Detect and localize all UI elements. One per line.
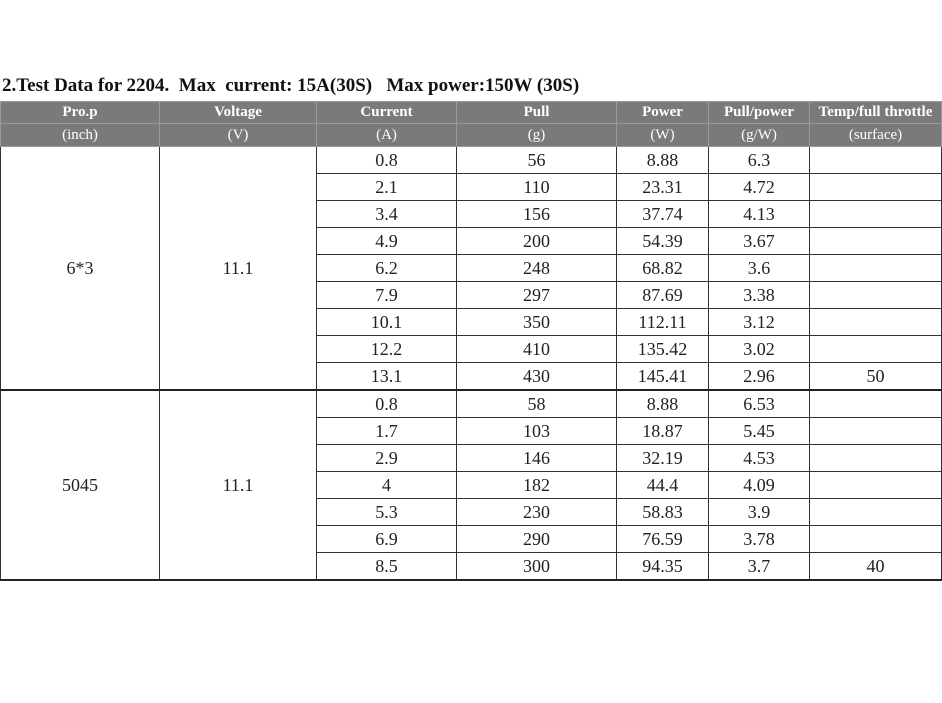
column-header-pull-power: Pull/power: [709, 102, 810, 124]
pull-cell: 430: [457, 363, 617, 391]
pull-power-cell: 3.67: [709, 228, 810, 255]
current-cell: 4.9: [317, 228, 457, 255]
current-cell: 6.2: [317, 255, 457, 282]
pull-power-cell: 3.02: [709, 336, 810, 363]
temp-cell: [810, 309, 942, 336]
power-cell: 145.41: [617, 363, 709, 391]
power-cell: 76.59: [617, 526, 709, 553]
pull-power-cell: 4.53: [709, 445, 810, 472]
pull-cell: 290: [457, 526, 617, 553]
pull-cell: 297: [457, 282, 617, 309]
current-cell: 0.8: [317, 390, 457, 418]
unit-prop: (inch): [1, 124, 160, 147]
current-cell: 7.9: [317, 282, 457, 309]
current-cell: 6.9: [317, 526, 457, 553]
temp-cell: [810, 174, 942, 201]
pull-cell: 156: [457, 201, 617, 228]
temp-cell: 50: [810, 363, 942, 391]
current-cell: 5.3: [317, 499, 457, 526]
temp-cell: [810, 526, 942, 553]
unit-pull: (g): [457, 124, 617, 147]
table-body: [1, 147, 942, 581]
current-cell: 0.8: [317, 147, 457, 174]
pull-power-cell: 3.6: [709, 255, 810, 282]
temp-cell: [810, 445, 942, 472]
power-cell: 32.19: [617, 445, 709, 472]
current-cell: 1.7: [317, 418, 457, 445]
pull-cell: 200: [457, 228, 617, 255]
temp-cell: [810, 201, 942, 228]
pull-power-cell: 6.53: [709, 390, 810, 418]
power-cell: 68.82: [617, 255, 709, 282]
pull-power-cell: 3.78: [709, 526, 810, 553]
pull-cell: 350: [457, 309, 617, 336]
pull-power-cell: 3.38: [709, 282, 810, 309]
header-row-units: [1, 124, 942, 147]
power-cell: 8.88: [617, 147, 709, 174]
power-cell: 94.35: [617, 553, 709, 581]
column-header-temp: Temp/full throttle: [810, 102, 942, 124]
power-cell: 37.74: [617, 201, 709, 228]
column-header-current: Current: [317, 102, 457, 124]
power-cell: 8.88: [617, 390, 709, 418]
pull-cell: 146: [457, 445, 617, 472]
power-cell: 135.42: [617, 336, 709, 363]
pull-power-cell: 4.72: [709, 174, 810, 201]
temp-cell: [810, 228, 942, 255]
pull-cell: 110: [457, 174, 617, 201]
pull-power-cell: 5.45: [709, 418, 810, 445]
document-title: 2.Test Data for 2204. Max current: 15A(30S) Max power:150W (30S): [2, 75, 580, 96]
prop-cell: 6*3: [1, 147, 160, 391]
temp-cell: [810, 418, 942, 445]
pull-cell: 103: [457, 418, 617, 445]
unit-current: (A): [317, 124, 457, 147]
power-cell: 23.31: [617, 174, 709, 201]
temp-cell: 40: [810, 553, 942, 581]
test-data-table: [0, 101, 942, 581]
pull-cell: 230: [457, 499, 617, 526]
column-header-pull: Pull: [457, 102, 617, 124]
temp-cell: [810, 282, 942, 309]
table-row: [1, 390, 942, 418]
current-cell: 8.5: [317, 553, 457, 581]
unit-pull-power: (g/W): [709, 124, 810, 147]
pull-cell: 182: [457, 472, 617, 499]
power-cell: 112.11: [617, 309, 709, 336]
power-cell: 44.4: [617, 472, 709, 499]
power-cell: 87.69: [617, 282, 709, 309]
current-cell: 12.2: [317, 336, 457, 363]
unit-power: (W): [617, 124, 709, 147]
current-cell: 2.9: [317, 445, 457, 472]
pull-power-cell: 3.9: [709, 499, 810, 526]
pull-power-cell: 3.7: [709, 553, 810, 581]
power-cell: 18.87: [617, 418, 709, 445]
current-cell: 13.1: [317, 363, 457, 391]
temp-cell: [810, 390, 942, 418]
prop-cell: 5045: [1, 390, 160, 580]
current-cell: 4: [317, 472, 457, 499]
pull-power-cell: 6.3: [709, 147, 810, 174]
pull-power-cell: 4.13: [709, 201, 810, 228]
column-header-voltage: Voltage: [160, 102, 317, 124]
pull-cell: 410: [457, 336, 617, 363]
column-header-power: Power: [617, 102, 709, 124]
voltage-cell: 11.1: [160, 147, 317, 391]
power-cell: 54.39: [617, 228, 709, 255]
pull-cell: 58: [457, 390, 617, 418]
pull-cell: 300: [457, 553, 617, 581]
header-row-labels: [1, 102, 942, 124]
table-row: [1, 147, 942, 174]
table-header: [1, 102, 942, 147]
temp-cell: [810, 336, 942, 363]
temp-cell: [810, 255, 942, 282]
current-cell: 3.4: [317, 201, 457, 228]
unit-temp: (surface): [810, 124, 942, 147]
current-cell: 10.1: [317, 309, 457, 336]
temp-cell: [810, 147, 942, 174]
pull-cell: 56: [457, 147, 617, 174]
voltage-cell: 11.1: [160, 390, 317, 580]
unit-voltage: (V): [160, 124, 317, 147]
power-cell: 58.83: [617, 499, 709, 526]
pull-power-cell: 2.96: [709, 363, 810, 391]
pull-power-cell: 4.09: [709, 472, 810, 499]
pull-cell: 248: [457, 255, 617, 282]
temp-cell: [810, 499, 942, 526]
current-cell: 2.1: [317, 174, 457, 201]
column-header-prop: Pro.p: [1, 102, 160, 124]
temp-cell: [810, 472, 942, 499]
pull-power-cell: 3.12: [709, 309, 810, 336]
